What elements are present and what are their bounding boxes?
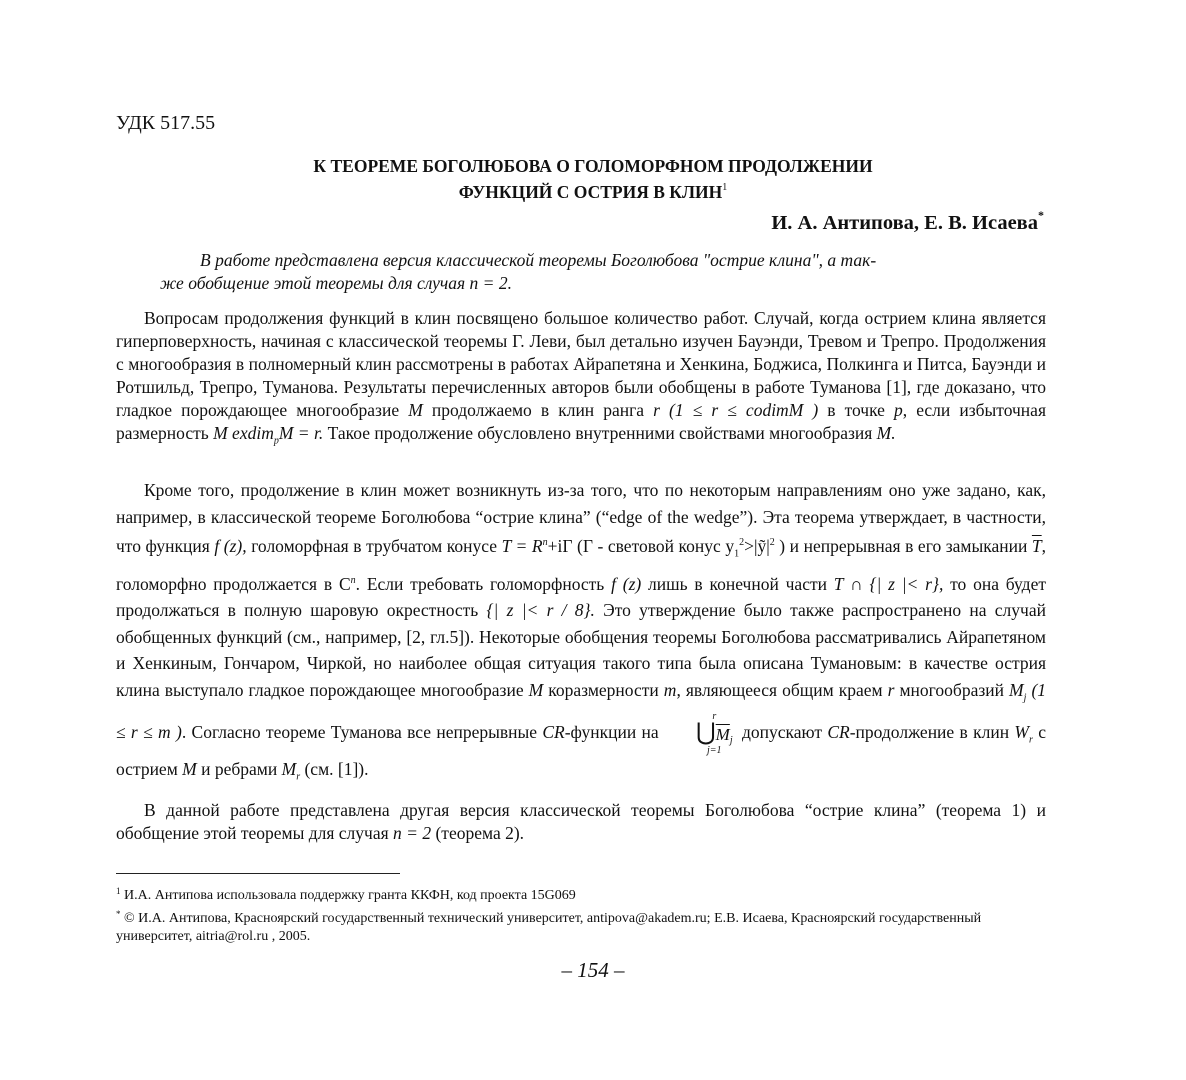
- math-M: M.: [876, 423, 896, 443]
- math-CR: CR: [827, 721, 850, 742]
- abstract-text: же обобщение этой теоремы для случая: [160, 273, 470, 293]
- math-sub: 1: [734, 548, 740, 560]
- paper-title: [120, 156, 1066, 203]
- paragraph-2-text: [116, 477, 1046, 791]
- math-tube-cone-end: +iΓ: [547, 535, 573, 556]
- math-n-equals-2: n = 2: [469, 273, 508, 293]
- text: допускают: [736, 721, 822, 742]
- math-sub: r: [296, 771, 301, 783]
- paragraph-1: [116, 307, 1046, 453]
- union-icon: ⋃: [695, 719, 716, 746]
- math-union: [668, 712, 733, 756]
- text: ) и непрерывная в его замыкании: [774, 535, 1032, 556]
- text: В данной работе представлена другая версия классической теоремы Боголюбова “острие клина” (теорема 1) и обобщение этой теоремы для случая: [116, 800, 1046, 843]
- text: продолжаемо в клин ранга: [422, 400, 654, 420]
- text: , являющееся общим краем: [676, 679, 888, 700]
- math-ball: {| z |< r / 8}.: [486, 600, 595, 621]
- math-M: M: [528, 679, 544, 700]
- math-sup: 2: [769, 537, 775, 548]
- text: , голоморфно продолжается в: [116, 535, 1047, 594]
- text: (Γ - световой конус: [572, 535, 726, 556]
- math-T-closure: $\overline{T}$: [1031, 535, 1042, 556]
- math-M: M: [182, 758, 197, 779]
- union-upper: r: [712, 710, 717, 722]
- author-names: И. А. Антипова, Е. В. Исаева: [771, 212, 1038, 234]
- text: (см. [1]).: [300, 758, 369, 779]
- math-m: m: [663, 679, 677, 700]
- page-number: – 154 –: [561, 958, 625, 982]
- title-line-1: К ТЕОРЕМЕ БОГОЛЮБОВА О ГОЛОМОРФНОМ ПРОДОЛЖЕНИИ: [313, 156, 873, 176]
- math-range: (1 ≤ r ≤ m ): [116, 679, 1047, 742]
- math-p: p: [894, 400, 903, 420]
- text: голоморфная в трубчатом конусе: [246, 535, 502, 556]
- math-light-cone: y: [725, 535, 735, 556]
- math-light-cone-end: >|ỹ|: [744, 535, 770, 556]
- text: . Если требовать голоморфность: [355, 573, 612, 594]
- math-sub: j: [1023, 692, 1027, 704]
- math-exdim: M exdim: [213, 423, 274, 443]
- math-tube-cone: T = R: [501, 535, 543, 556]
- authors: [771, 208, 1044, 235]
- math-r: r: [653, 400, 660, 420]
- author-footnote-mark: *: [1038, 208, 1044, 222]
- math-exdim-end: M = r.: [278, 423, 324, 443]
- footnote-text: И.А. Антипова использовала поддержку гранта ККФН, код проекта 15G069: [120, 888, 576, 903]
- abstract-end: .: [507, 273, 512, 293]
- math-M-j: M: [1009, 679, 1024, 700]
- paragraph-3-text: [116, 799, 1046, 845]
- math-M: M: [408, 400, 423, 420]
- math-sup: n: [542, 537, 548, 548]
- abstract-line-1: В работе представлена версия классической теоремы Боголюбова "острие клина", а так-: [200, 250, 877, 270]
- math-f-of-z: f (z),: [214, 535, 247, 556]
- text: -продолжение в клин: [849, 721, 1015, 742]
- text: с острием: [116, 721, 1047, 779]
- text: коразмерности: [543, 679, 664, 700]
- udk-code: УДК 517.55: [116, 112, 216, 134]
- text: Вопросам продолжения функций в клин посвящено большое количество работ. Случай, когда острием клина является гиперповерхность, начиная с классической теоремы Г. Леви, был детально изучен Бауэнди, Тревом и Трепро. Продолжения с многообразия в полномерный клин рассмотрены в работах Айрапетяна и Хенкина, Боджиса, Полкинга и Питса, Бауэнди и Ротшильд, Трепро, Туманова. Результаты перечисленных авторов были обобщены в работе Туманова [1], где доказано, что гладкое порождающее многообразие: [116, 308, 1046, 420]
- text: и ребрами: [196, 758, 282, 779]
- abstract-line-2: [160, 272, 1000, 295]
- footnote-divider: [116, 873, 400, 874]
- text: , если избыточная размерность: [116, 400, 1046, 443]
- title-line-2-text: ФУНКЦИЙ С ОСТРИЯ В КЛИН: [458, 182, 723, 202]
- math-intersection: T ∩ {| z |< r},: [833, 573, 944, 594]
- math-f-of-z: f (z): [611, 573, 642, 594]
- title-line-2: [120, 177, 1066, 203]
- text: . Согласно теореме Туманова все непрерывные: [181, 721, 543, 742]
- math-exdim-sub: p: [273, 435, 279, 447]
- math-sub: r: [1029, 734, 1033, 746]
- union-lower: j=1: [707, 744, 722, 756]
- math-C-n: C: [338, 573, 351, 594]
- footnote-2: [116, 905, 1046, 946]
- math-CR: CR: [542, 721, 565, 742]
- text: в точке: [818, 400, 895, 420]
- paragraph-3: [116, 799, 1046, 845]
- text: многообразий: [894, 679, 1010, 700]
- text: то она будет продолжаться в полную шаровую окрестность: [116, 573, 1047, 621]
- text: Это утверждение было также распространено на случай обобщенных функций (см., например, [2, гл.5]). Некоторые обобщения теоремы Боголюбова рассматривались Айрапетяном и Хенкиным, Гончаром, Чиркой, но наиболее общая ситуация такого типа была описана Тумановым: в качестве острия клина выступало гладкое порождающее многообразие: [116, 600, 1046, 700]
- text: Кроме того, продолжение в клин может возникнуть из-за того, что по некоторым направлениям оно уже задано, как, например, в классической теореме Боголюбова “острие клина” (“edge of the wedge”). Эта теорема утверждает, в частности, что функция: [116, 480, 1046, 556]
- footnote-1: [116, 882, 1046, 905]
- abstract: [160, 249, 1000, 295]
- union-body: $\overline{M}$: [715, 724, 730, 744]
- math-rank-range: (1 ≤ r ≤ codimM ): [669, 400, 819, 420]
- text: лишь в конечной части: [641, 573, 834, 594]
- text: -функции на: [564, 721, 664, 742]
- math-M-r: M: [281, 758, 297, 779]
- paragraph-1-text: [116, 307, 1046, 453]
- title-footnote-mark: 1: [722, 182, 728, 193]
- footnote-mark: 1: [116, 886, 121, 896]
- footnote-mark: *: [116, 909, 121, 919]
- math-W-r: W: [1014, 721, 1029, 742]
- text: Такое продолжение обусловлено внутренними свойствами многообразия: [323, 423, 877, 443]
- math-sup: n: [350, 574, 356, 586]
- footnotes: [116, 882, 1046, 946]
- math-r: r: [887, 679, 895, 700]
- math-sub: j: [729, 734, 733, 746]
- math-sup: 2: [739, 537, 745, 548]
- paragraph-2: [116, 477, 1046, 791]
- math-n-equals-2: n = 2: [393, 823, 432, 843]
- text: (теорема 2).: [431, 823, 525, 843]
- footnote-text: © И.А. Антипова, Красноярский государственный технический университет, antipova@akadem.ru; Е.В. Исаева, Красноярский государственный университет, aitria@rol.ru , 2005.: [116, 911, 982, 944]
